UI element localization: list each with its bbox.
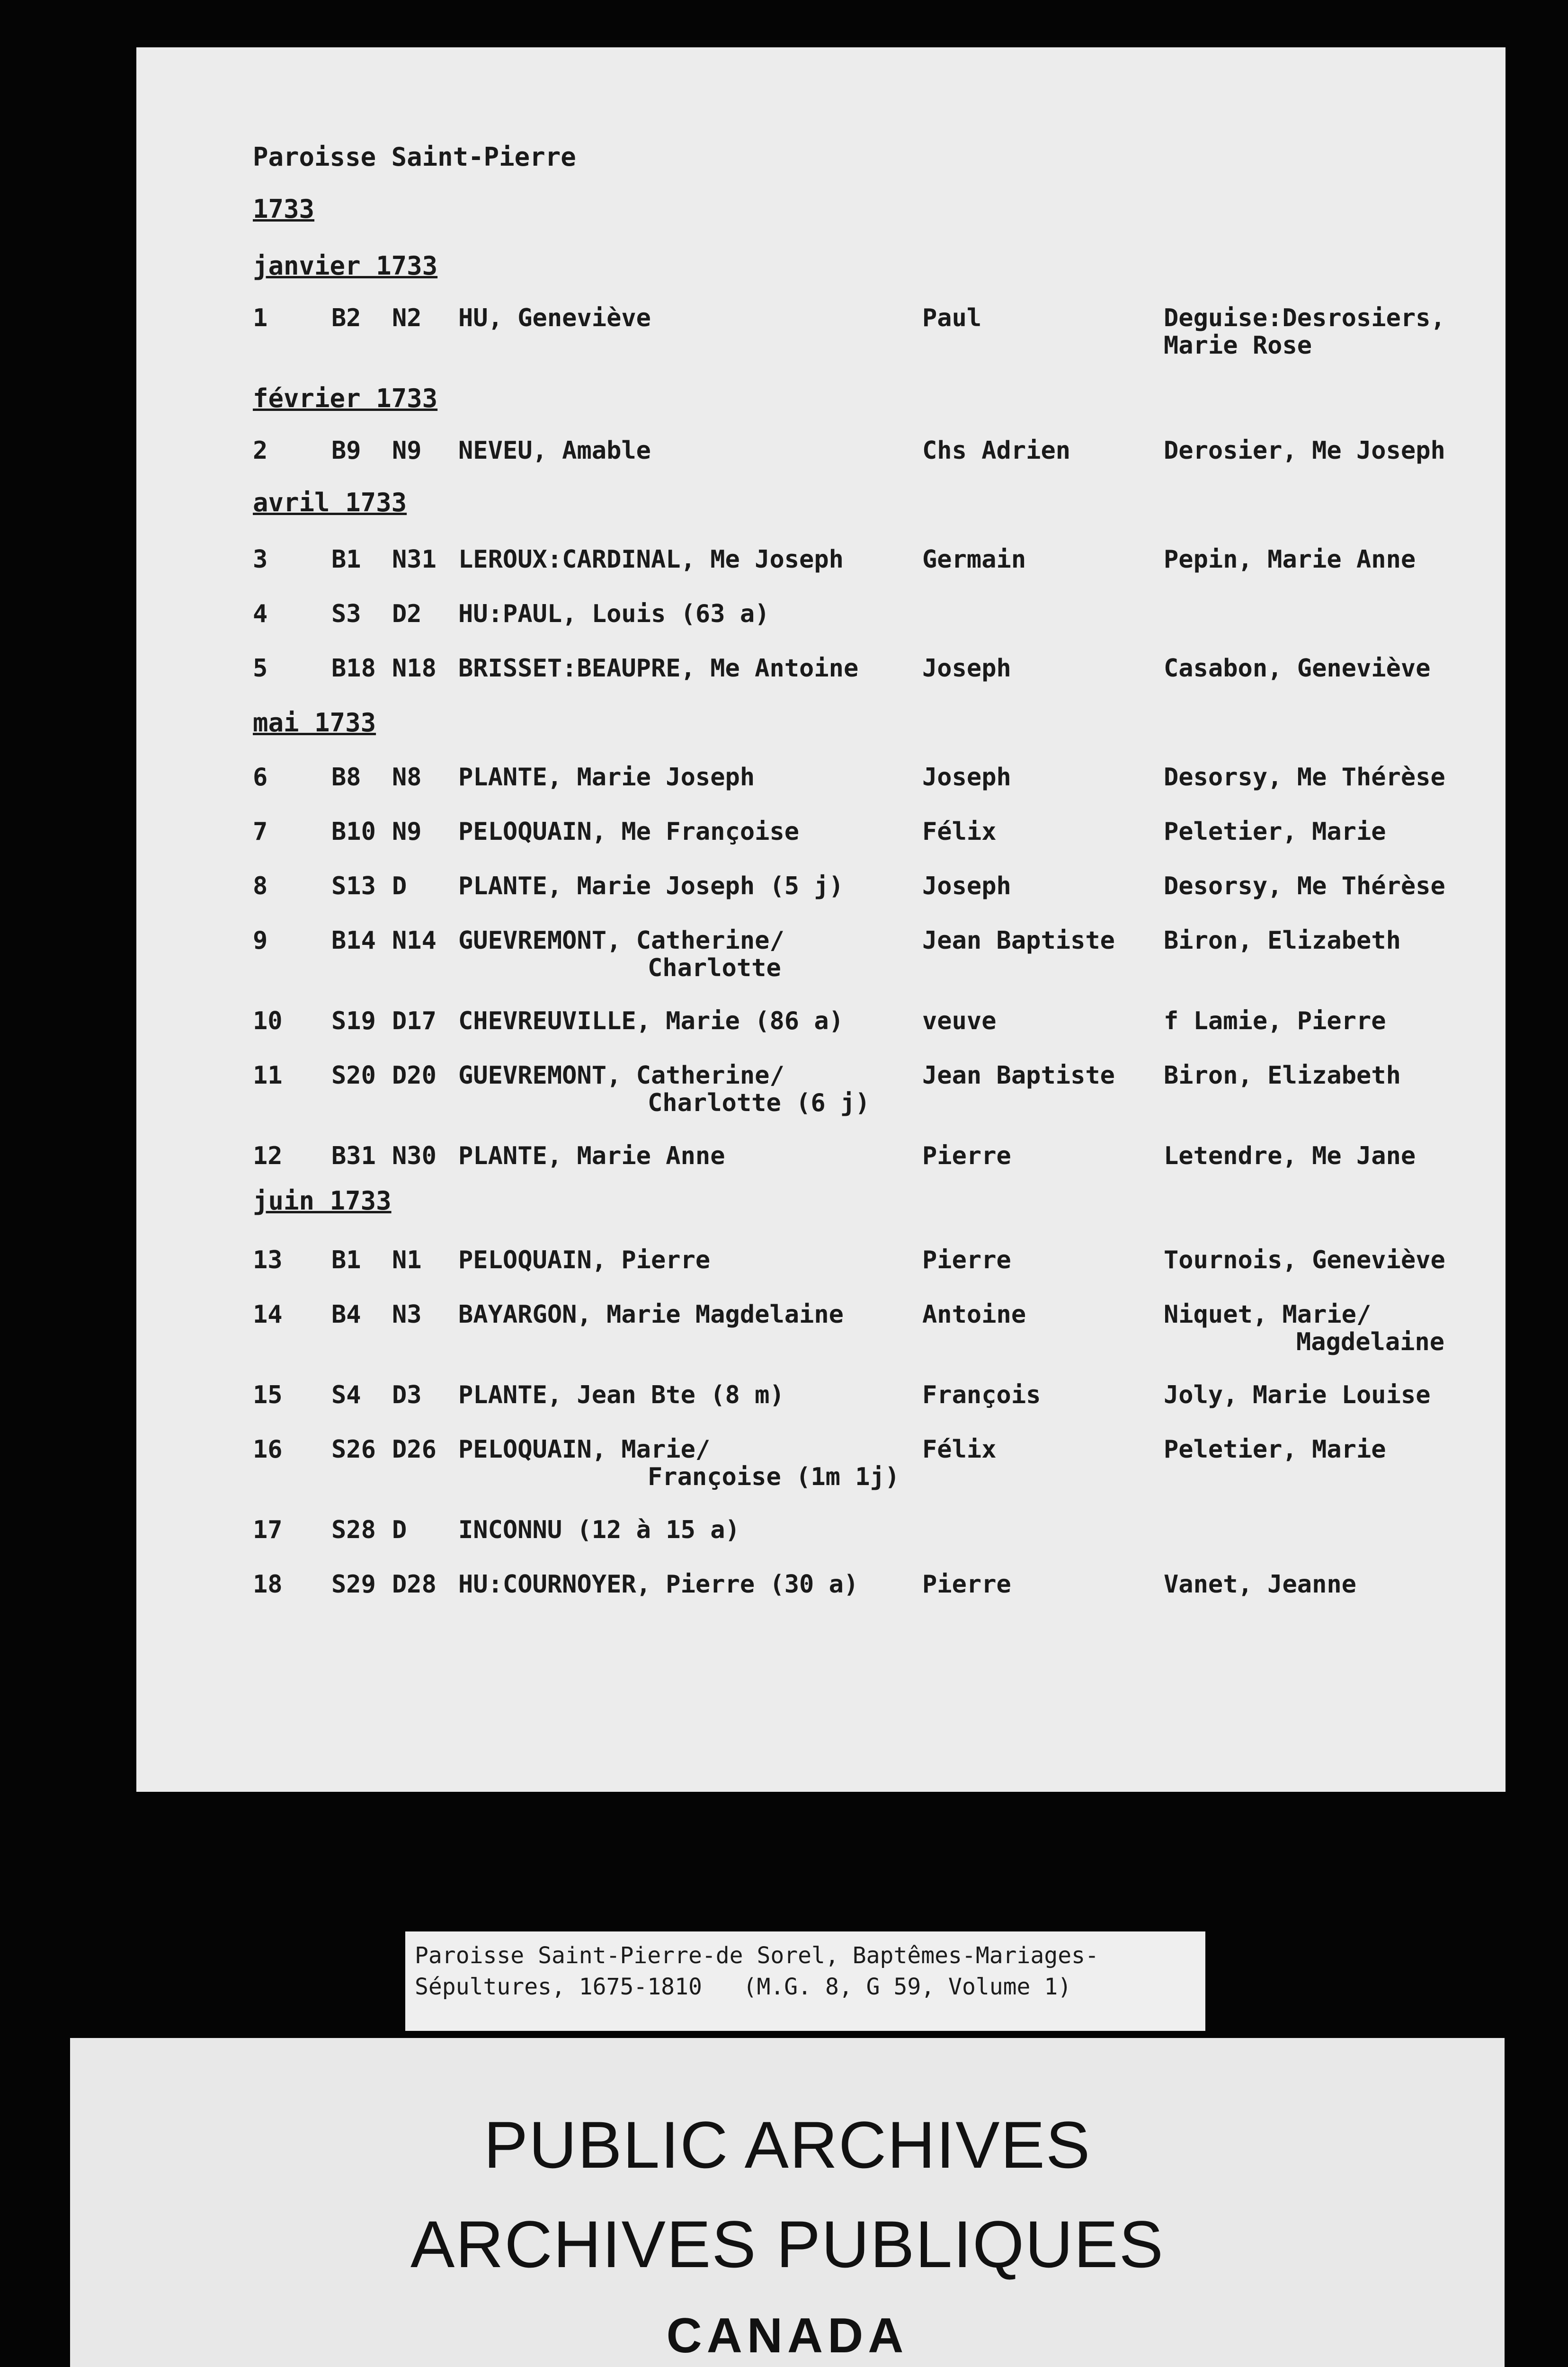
entry-act-code: S28	[331, 1516, 376, 1544]
entry-number: 18	[253, 1570, 283, 1599]
entry-father: Félix	[922, 1435, 997, 1464]
entry-number: 7	[253, 818, 268, 846]
entry-record-code: D26	[392, 1435, 437, 1464]
entry-number: 2	[253, 436, 268, 465]
entry-name: PLANTE, Marie Anne	[458, 1142, 725, 1170]
month-heading: février 1733	[253, 383, 438, 413]
entry-act-code: B18	[331, 654, 376, 683]
entry-act-code: S3	[331, 600, 361, 628]
entry-act-code: B1	[331, 545, 361, 574]
entry-record-code: N18	[392, 654, 437, 683]
entry-record-code: N3	[392, 1300, 422, 1329]
entry-number: 6	[253, 763, 268, 792]
entry-father: François	[922, 1381, 1041, 1409]
entry-number: 15	[253, 1381, 283, 1409]
entry-number: 4	[253, 600, 268, 628]
entry-mother: Desorsy, Me Thérèse	[1164, 872, 1445, 900]
label-line-1: Paroisse Saint-Pierre-de Sorel, Baptêmes-Mariages-	[415, 1942, 1099, 1969]
entry-record-code: N9	[392, 436, 422, 465]
archives-banner	[70, 2038, 1505, 2367]
entry-record-code: D20	[392, 1061, 437, 1090]
entry-name: PELOQUAIN, Pierre	[458, 1246, 711, 1274]
month-heading: juin 1733	[253, 1186, 392, 1216]
entry-act-code: B10	[331, 818, 376, 846]
entry-record-code: N1	[392, 1246, 422, 1274]
entry-name: INCONNU (12 à 15 a)	[458, 1516, 740, 1544]
entry-number: 3	[253, 545, 268, 574]
entry-mother: Biron, Elizabeth	[1164, 1061, 1401, 1090]
entry-number: 11	[253, 1061, 283, 1090]
entry-number: 13	[253, 1246, 283, 1274]
entry-mother: Derosier, Me Joseph	[1164, 436, 1445, 465]
entry-number: 5	[253, 654, 268, 683]
entry-number: 1	[253, 304, 268, 332]
entry-mother: Desorsy, Me Thérèse	[1164, 763, 1445, 792]
entry-record-code: D17	[392, 1007, 437, 1035]
entry-act-code: B2	[331, 304, 361, 332]
entry-mother: Biron, Elizabeth	[1164, 926, 1401, 955]
entry-name: BAYARGON, Marie Magdelaine	[458, 1300, 844, 1329]
entry-mother: Joly, Marie Louise	[1164, 1381, 1431, 1409]
entry-father: veuve	[922, 1007, 997, 1035]
entry-name: GUEVREMONT, Catherine/	[458, 926, 784, 955]
entry-name-continued: Charlotte	[648, 954, 781, 982]
microfilm-label	[405, 1931, 1205, 2031]
entry-act-code: S4	[331, 1381, 361, 1409]
entry-name: BRISSET:BEAUPRE, Me Antoine	[458, 654, 859, 683]
entry-act-code: B9	[331, 436, 361, 465]
entry-act-code: B1	[331, 1246, 361, 1274]
entry-number: 8	[253, 872, 268, 900]
month-heading: mai 1733	[253, 708, 376, 738]
entry-number: 10	[253, 1007, 283, 1035]
entry-act-code: S13	[331, 872, 376, 900]
label-line-2: Sépultures, 1675-1810 (M.G. 8, G 59, Volume 1)	[415, 1974, 1072, 2000]
entry-father: Antoine	[922, 1300, 1026, 1329]
entry-record-code: D28	[392, 1570, 437, 1599]
entry-name-continued: Françoise (1m 1j)	[648, 1463, 900, 1491]
entry-record-code: N8	[392, 763, 422, 792]
entry-act-code: S19	[331, 1007, 376, 1035]
entry-record-code: D	[392, 1516, 407, 1544]
entry-name: PELOQUAIN, Me Françoise	[458, 818, 800, 846]
entry-name: PLANTE, Marie Joseph	[458, 763, 755, 792]
entry-name: PELOQUAIN, Marie/	[458, 1435, 711, 1464]
entry-father: Paul	[922, 304, 982, 332]
archive-line-archives-publiques: ARCHIVES PUBLIQUES	[410, 2207, 1164, 2281]
entry-act-code: B8	[331, 763, 361, 792]
entry-number: 12	[253, 1142, 283, 1170]
entry-name-continued: Charlotte (6 j)	[648, 1089, 870, 1117]
entry-mother: Tournois, Geneviève	[1164, 1246, 1445, 1274]
entry-name: GUEVREMONT, Catherine/	[458, 1061, 784, 1090]
entry-act-code: B31	[331, 1142, 376, 1170]
entry-record-code: N31	[392, 545, 437, 574]
month-heading: avril 1733	[253, 488, 407, 517]
entry-mother: Peletier, Marie	[1164, 1435, 1386, 1464]
entry-father: Jean Baptiste	[922, 1061, 1115, 1090]
entry-father: Joseph	[922, 763, 1011, 792]
entry-father: Pierre	[922, 1142, 1011, 1170]
entry-mother: Niquet, Marie/	[1164, 1300, 1372, 1329]
entry-mother-continued: Marie Rose	[1164, 331, 1312, 360]
register-sheet	[136, 47, 1506, 1792]
entry-name: NEVEU, Amable	[458, 436, 651, 465]
entry-mother: Casabon, Geneviève	[1164, 654, 1431, 683]
year-heading: 1733	[253, 194, 315, 224]
entry-record-code: D	[392, 872, 407, 900]
entry-number: 17	[253, 1516, 283, 1544]
entry-name: HU, Geneviève	[458, 304, 651, 332]
month-heading: janvier 1733	[253, 251, 438, 281]
entry-mother: Letendre, Me Jane	[1164, 1142, 1416, 1170]
entry-act-code: B14	[331, 926, 376, 955]
entry-number: 9	[253, 926, 268, 955]
entry-father: Chs Adrien	[922, 436, 1071, 465]
entry-father: Pierre	[922, 1570, 1011, 1599]
entry-father: Jean Baptiste	[922, 926, 1115, 955]
entry-act-code: B4	[331, 1300, 361, 1329]
entry-mother: Vanet, Jeanne	[1164, 1570, 1356, 1599]
archive-line-public-archives: PUBLIC ARCHIVES	[483, 2108, 1091, 2182]
entry-father: Germain	[922, 545, 1026, 574]
parish-title: Paroisse Saint-Pierre	[253, 142, 576, 172]
entry-number: 14	[253, 1300, 283, 1329]
entry-record-code: D2	[392, 600, 422, 628]
entry-act-code: S29	[331, 1570, 376, 1599]
entry-mother-continued: Magdelaine	[1296, 1328, 1445, 1356]
entry-record-code: N9	[392, 818, 422, 846]
entry-name: PLANTE, Marie Joseph (5 j)	[458, 872, 844, 900]
entry-mother: Peletier, Marie	[1164, 818, 1386, 846]
entry-father: Pierre	[922, 1246, 1011, 1274]
entry-name: HU:PAUL, Louis (63 a)	[458, 600, 770, 628]
entry-father: Félix	[922, 818, 997, 846]
entry-name: LEROUX:CARDINAL, Me Joseph	[458, 545, 844, 574]
entry-mother: Pepin, Marie Anne	[1164, 545, 1416, 574]
archive-line-canada: CANADA	[666, 2308, 909, 2363]
entry-act-code: S26	[331, 1435, 376, 1464]
entry-record-code: N30	[392, 1142, 437, 1170]
entry-act-code: S20	[331, 1061, 376, 1090]
entry-mother: Deguise:Desrosiers,	[1164, 304, 1445, 332]
entry-name: PLANTE, Jean Bte (8 m)	[458, 1381, 784, 1409]
entry-father: Joseph	[922, 872, 1011, 900]
entry-record-code: D3	[392, 1381, 422, 1409]
entry-name: HU:COURNOYER, Pierre (30 a)	[458, 1570, 859, 1599]
entry-father: Joseph	[922, 654, 1011, 683]
entry-number: 16	[253, 1435, 283, 1464]
entry-mother: f Lamie, Pierre	[1164, 1007, 1386, 1035]
entry-name: CHEVREUVILLE, Marie (86 a)	[458, 1007, 844, 1035]
entry-record-code: N14	[392, 926, 437, 955]
entry-record-code: N2	[392, 304, 422, 332]
